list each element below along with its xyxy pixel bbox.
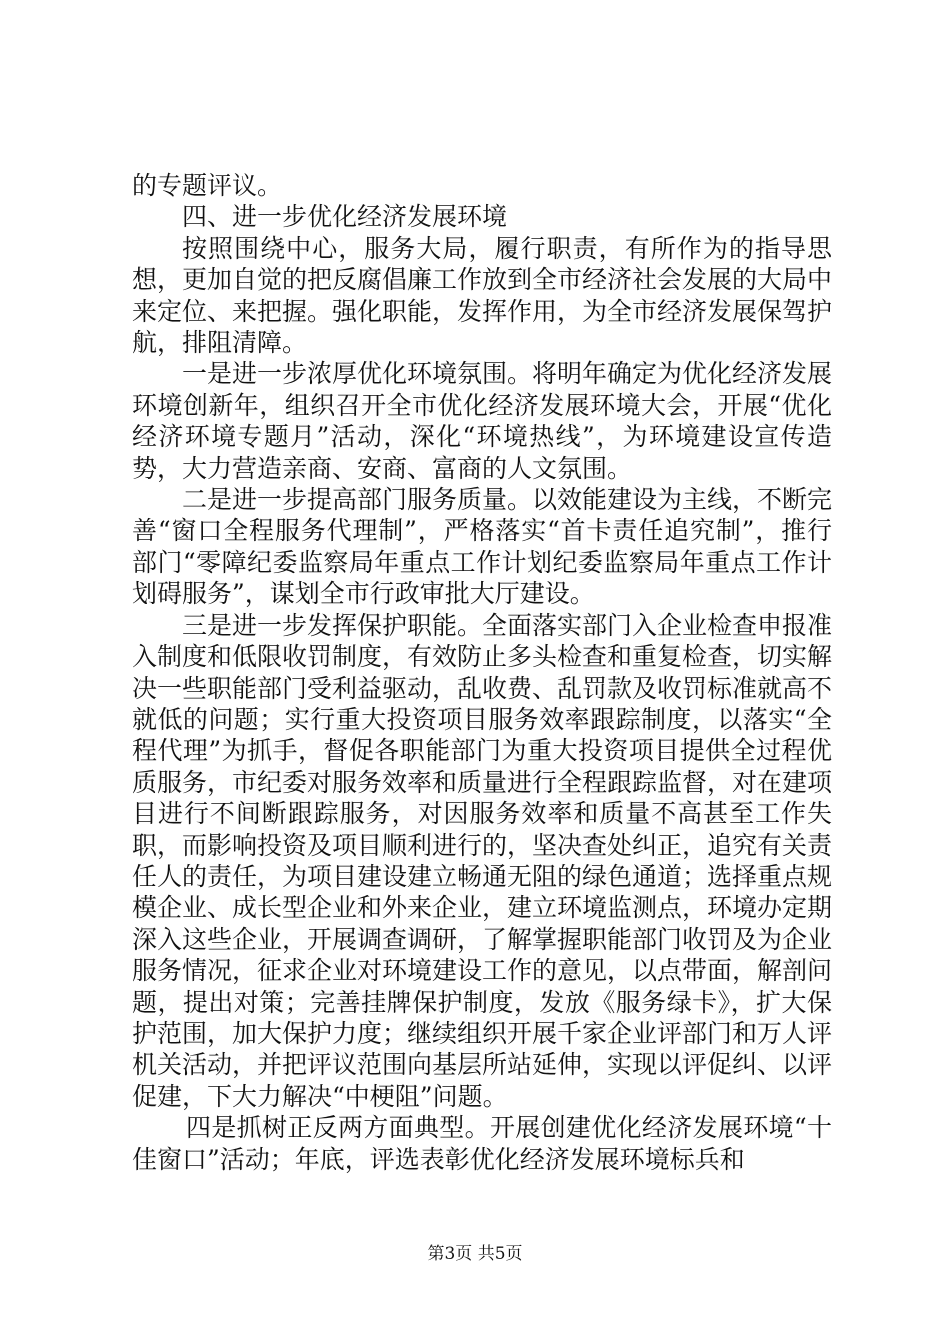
section-heading: 四、进一步优化经济发展环境 bbox=[182, 202, 508, 232]
paragraph-continuation: 的专题评议。 bbox=[132, 171, 283, 200]
paragraph-item-2: 二是进一步提高部门服务质量。以效能建设为主线，不断完善“窗口全程服务代理制”，严格落实“首卡责任追究制”，推行部门“零障纪委监察局年重点工作计划纪委监察局年重点工作计划碍服务”，谋划全市行政审批大厅建设。 bbox=[132, 485, 833, 609]
page-number-footer: 第3页 共5页 bbox=[427, 1244, 523, 1264]
paragraph-item-1: 一是进一步浓厚优化环境氛围。将明年确定为优化经济发展环境创新年，组织召开全市优化经济发展环境大会，开展“优化经济环境专题月”活动，深化“环境热线”，为环境建设宣传造势，大力营造亲商、安商、富商的人文氛围。 bbox=[132, 359, 833, 483]
document-body bbox=[132, 170, 832, 1175]
paragraph-intro: 按照围绕中心，服务大局，履行职责，有所作为的指导思想，更加自觉的把反腐倡廉工作放到全市经济社会发展的大局中来定位、来把握。强化职能，发挥作用，为全市经济发展保驾护航，排阻清障。 bbox=[132, 233, 833, 358]
paragraph-item-3: 三是进一步发挥保护职能。全面落实部门入企业检查申报准入制度和低限收罚制度，有效防止多头检查和重复检查，切实解决一些职能部门受利益驱动，乱收费、乱罚款及收罚标准就高不就低的问题；实行重大投资项目服务效率跟踪制度，以落实“全程代理”为抓手，督促各职能部门为重大投资项目提供全过程优质服务，市纪委对服务效率和质量进行全程跟踪监督，对在建项目进行不间断跟踪服务，对因服务效率和质量不高甚至工作失职，而影响投资及项目顺利进行的，坚决查处纠正，追究有关责任人的责任，为项目建设建立畅通无阻的绿色通道；选择重点规模企业、成长型企业和外来企业，建立环境监测点，环境办定期深入这些企业，开展调查调研，了解掌握职能部门收罚及为企业服务情况，征求企业对环境建设工作的意见，以点带面，解剖问题，提出对策；完善挂牌保护制度，发放《服务绿卡》，扩大保护范围，加大保护力度；继续组织开展千家企业评部门和万人评机关活动，并把评议范围向基层所站延伸，实现以评促纠、以评促建，下大力解决“中梗阻”问题。 bbox=[132, 610, 833, 1111]
paragraph-item-4: 四是抓树正反两方面典型。开展创建优化经济发展环境“十佳窗口”活动；年底，评选表彰优化经济发展环境标兵和 bbox=[132, 1113, 832, 1174]
